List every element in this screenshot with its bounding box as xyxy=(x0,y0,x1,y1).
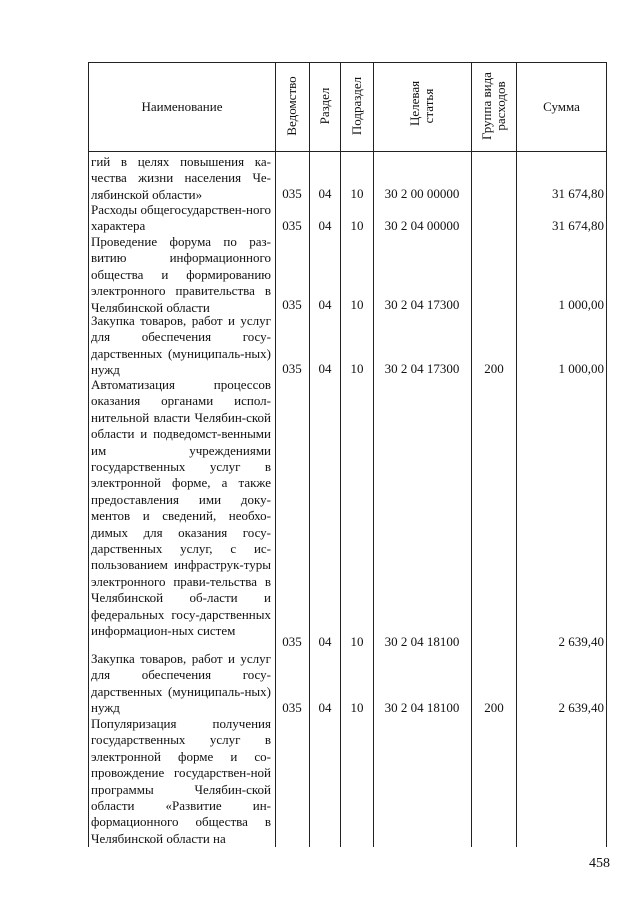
row-sum: 1 000,00 xyxy=(558,297,604,312)
row-section: 04 xyxy=(318,634,332,649)
row-subsection: 10 xyxy=(350,700,364,715)
row-dept: 035 xyxy=(282,218,302,233)
row-name: Закупка товаров, работ и услуг для обеспечения госу-дарственных (муниципаль-ных) нужд xyxy=(91,313,271,378)
row-sum: 31 674,80 xyxy=(552,186,604,201)
row-name: Проведение форума по раз-витию информационного общества и формированию электронного правительства в Челябинской области xyxy=(91,234,271,315)
row-target: 30 2 04 17300 xyxy=(384,361,460,376)
row-dept: 035 xyxy=(282,186,302,201)
header-group: Группа вида расходов xyxy=(479,72,508,140)
header-sum: Сумма xyxy=(543,99,580,114)
row-target: 30 2 00 00000 xyxy=(384,186,460,201)
row-section: 04 xyxy=(318,700,332,715)
row-name: Автоматизация процессов оказания органами испол-нительной власти Челябин-ской области и подведомст-венными им учреждениями государственных услуг в электронной форме, а также предоставления ими доку-ментов и сведений, необхо-димых для оказания госу-дарственных услуг, с ис-пользованием инфраструк-туры электронного прави-тельства в Челябинской об-ласти и федеральных госу-дарственных информацион-ных систем xyxy=(91,377,271,639)
row-dept: 035 xyxy=(282,297,302,312)
row-sum: 2 639,40 xyxy=(558,700,604,715)
row-target: 30 2 04 18100 xyxy=(384,634,460,649)
row-subsection: 10 xyxy=(350,634,364,649)
row-subsection: 10 xyxy=(350,297,364,312)
row-sum: 1 000,00 xyxy=(558,361,604,376)
row-dept: 035 xyxy=(282,634,302,649)
header-name: Наименование xyxy=(141,99,223,114)
header-dept: Ведомство xyxy=(284,76,299,136)
row-name: Популяризация получения государственных услуг в электронной форме и со-провождение государствен-ной программы Челябин-ской области «Развитие ин-формационного общества в Челябинской области на xyxy=(91,716,271,846)
row-section: 04 xyxy=(318,361,332,376)
row-target: 30 2 04 17300 xyxy=(384,297,460,312)
row-sum: 2 639,40 xyxy=(558,634,604,649)
row-section: 04 xyxy=(318,186,332,201)
page-number: 458 xyxy=(589,856,610,871)
row-group: 200 xyxy=(484,700,504,715)
row-dept: 035 xyxy=(282,361,302,376)
header-subsection: Подраздел xyxy=(349,76,364,136)
row-name: Закупка товаров, работ и услуг для обеспечения госу-дарственных (муниципаль-ных) нужд xyxy=(91,651,271,716)
row-group: 200 xyxy=(484,361,504,376)
row-name: Расходы общегосударствен-ного характера xyxy=(91,202,271,234)
row-section: 04 xyxy=(318,218,332,233)
header-target: Целевая статья xyxy=(407,80,436,126)
row-sum: 31 674,80 xyxy=(552,218,604,233)
row-target: 30 2 04 18100 xyxy=(384,700,460,715)
row-subsection: 10 xyxy=(350,361,364,376)
row-subsection: 10 xyxy=(350,186,364,201)
row-name: гий в целях повышения ка-чества жизни населения Че-лябинской области» xyxy=(91,154,271,202)
row-target: 30 2 04 00000 xyxy=(384,218,460,233)
row-section: 04 xyxy=(318,297,332,312)
row-subsection: 10 xyxy=(350,218,364,233)
header-section: Раздел xyxy=(317,87,332,125)
row-dept: 035 xyxy=(282,700,302,715)
